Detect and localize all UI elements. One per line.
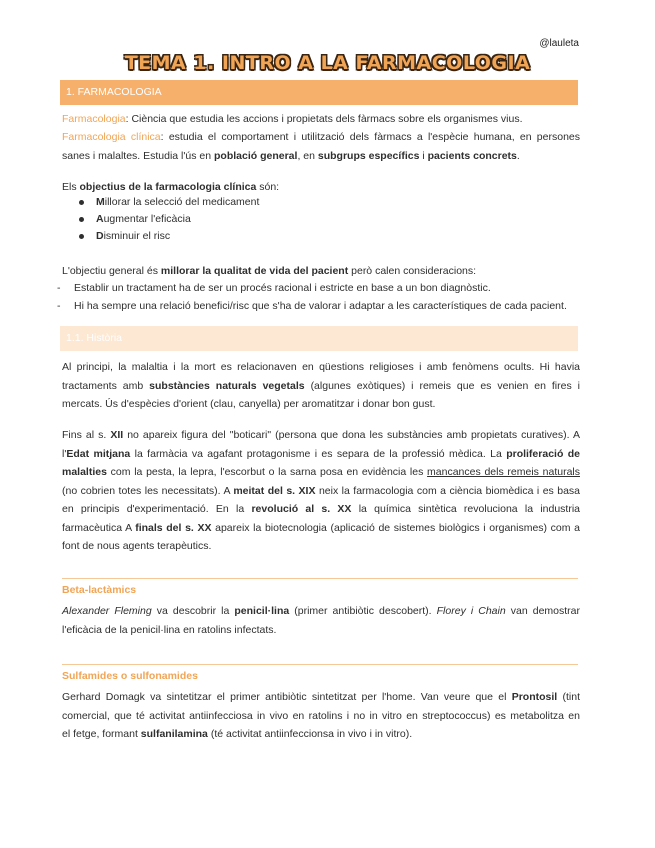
item-initial: A xyxy=(96,213,104,225)
bold-term: Prontosil xyxy=(511,691,558,703)
text: són: xyxy=(256,181,280,193)
text: van demostrar xyxy=(505,605,581,617)
list-item xyxy=(62,194,259,211)
text: (primer antibiòtic descobert). xyxy=(289,605,437,617)
text: Fins al s. xyxy=(62,429,111,441)
bold-term: població general xyxy=(214,149,298,162)
text: (tint xyxy=(557,691,580,703)
text: (té activitat antiinfeccionsa in vivo i in vitro). xyxy=(207,728,413,740)
item-initial: M xyxy=(96,196,105,208)
text: en principis d'experimentació. En la xyxy=(62,503,252,515)
italic-name: Florey i Chain xyxy=(436,605,506,617)
text: (no cobrien totes les necessitats). A xyxy=(62,484,234,497)
bold-term: XII xyxy=(110,429,124,441)
bold-term: sulfanilamina xyxy=(140,728,208,740)
bold-term: substàncies naturals vegetals xyxy=(149,379,305,392)
beta-lactamics-paragraph xyxy=(62,602,580,639)
divider xyxy=(62,578,578,579)
text-line: mercats. Ús d'espècies d'orient (clau, canyella) per aromatitzar i donar bon gust. xyxy=(62,398,436,410)
text: neix la farmacologia com a ciència biomèdica i es basa xyxy=(315,484,581,497)
text: com la pesta, la lepra, l'escorbut o la sarna posa en evidència les xyxy=(106,466,428,478)
italic-name: Alexander Fleming xyxy=(62,605,152,617)
general-objective xyxy=(62,262,580,281)
bold-term: finals del s. XX xyxy=(135,521,212,534)
item-text: ugmentar l'eficàcia xyxy=(103,213,191,225)
item-initial: D xyxy=(96,230,104,242)
subheading-sulfamides: Sulfamides o sulfonamides xyxy=(62,670,198,682)
author-handle: @lauleta xyxy=(539,38,579,49)
section-heading-historia: 1.1. Història xyxy=(60,326,578,351)
text: va descobrir la xyxy=(151,605,235,617)
definition-farmacologia-clinica xyxy=(62,128,580,165)
text-line: comercial, que té activitat antiinfecciosa in vivo en ratolins i no in vitro en streptococcus) es metabolitza en xyxy=(62,709,580,722)
text: Gerhard Domagk va sintetitzar el primer antibiòtic sintetitzat per l'home. Van veure que el xyxy=(62,691,512,703)
text-line: Al principi, la malaltia i la mort es relacionaven en qüestions religioses i amb fenòmens ocults. Hi havia xyxy=(62,361,580,373)
subheading-beta-lactamics: Beta-lactàmics xyxy=(62,584,137,596)
definition-text: : Ciència que estudia les accions i propietats dels fàrmacs sobre els organismes vius. xyxy=(125,113,523,125)
text: i xyxy=(419,149,428,162)
term-farmacologia-clinica: Farmacologia clínica xyxy=(62,131,161,143)
text: L'objectiu general és xyxy=(62,265,161,277)
text: la farmàcia va agafant protagonisme i es separa de la professió mèdica. La xyxy=(130,447,507,460)
item-text: illorar la selecció del medicament xyxy=(104,196,260,208)
bold-term: malalties xyxy=(62,466,107,478)
text: el fetge, formant xyxy=(62,728,141,740)
text-line: font de nous agents terapèutics. xyxy=(62,540,212,552)
text: apareix la biotecnologia (aplicació de sistemes biològics i organismes) com a xyxy=(211,521,580,534)
section-heading-farmacologia: 1. FARMACOLOGIA xyxy=(60,80,578,105)
list-item: - Hi ha sempre una relació benefici/risc que s'ha de valorar i adaptar a les característiques de cada pacient. xyxy=(54,298,580,316)
bold-term: revolució al s. XX xyxy=(251,503,352,515)
term-farmacologia: Farmacologia xyxy=(62,113,126,125)
divider xyxy=(62,664,578,665)
sulfamides-paragraph xyxy=(62,688,580,744)
text: Els xyxy=(62,181,80,193)
text-line: l'eficàcia de la penicil·lina en ratolins infectats. xyxy=(62,623,277,636)
text: però calen consideracions: xyxy=(348,265,477,277)
bold-term: objectius de la farmacologia clínica xyxy=(79,181,257,193)
bold-term: subgrups específics xyxy=(317,149,420,162)
bold-term: Edat mitjana xyxy=(66,447,131,460)
text: farmacèutica A xyxy=(62,521,136,534)
definition-farmacologia xyxy=(62,110,580,129)
bold-term: proliferació de xyxy=(506,447,581,460)
definition-text: : estudia el comportament i utilització dels fàrmacs a l'espècie humana, en persones xyxy=(160,131,580,143)
text: la química sintètica revoluciona la industria xyxy=(351,503,581,515)
history-paragraph-1 xyxy=(62,358,580,414)
page-title: TEMA 1. INTRO A LA FARMACOLOGIA xyxy=(124,52,531,74)
text: sanes i malaltes. Estudia l'ús en xyxy=(62,149,214,162)
list-item: - Establir un tractament ha de ser un procés racional i estricte en base a un bon diagnòstic. xyxy=(54,280,580,298)
bold-term: meitat del s. XIX xyxy=(233,484,316,497)
bold-term: millorar la qualitat de vida del pacient xyxy=(160,265,349,277)
bold-term: penicil·lina xyxy=(234,605,290,617)
text: . xyxy=(516,149,520,162)
considerations-list xyxy=(54,280,580,315)
bold-term: pacients concrets xyxy=(427,149,517,162)
text: (algunes exòtiques) i remeis que es venien en fires i xyxy=(304,379,580,392)
list-item xyxy=(62,211,259,228)
text: tractaments amb xyxy=(62,379,150,392)
item-text: isminuir el risc xyxy=(103,230,171,242)
text: no apareix figura del "boticari" (persona que dona les substàncies amb propietats curatives). A xyxy=(123,429,580,441)
objectives-list xyxy=(62,194,259,245)
list-item xyxy=(62,228,259,245)
text: l' xyxy=(62,447,67,460)
history-paragraph-2 xyxy=(62,426,580,556)
underlined-term: mancances dels remeis naturals xyxy=(427,466,580,478)
text: , en xyxy=(297,149,318,162)
